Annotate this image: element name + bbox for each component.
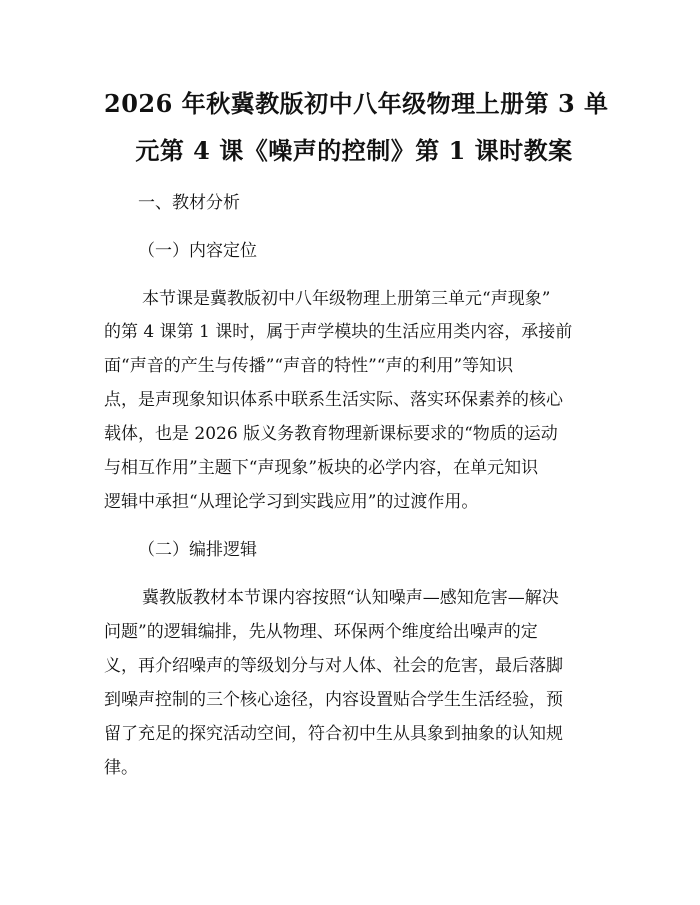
paragraph-line: 逻辑中承担“从理论学习到实践应用”的过渡作用。 [104, 492, 479, 512]
subsection-heading-content-positioning: （一）内容定位 [138, 241, 257, 261]
document-title-line-2: 元第 4 课《噪声的控制》第 1 课时教案 [135, 136, 573, 165]
paragraph-line: 问题”的逻辑编排，先从物理、环保两个维度给出噪声的定 [104, 622, 538, 642]
paragraph-line: 与相互作用”主题下“声现象”板块的必学内容，在单元知识 [104, 458, 539, 478]
section-heading-teaching-material-analysis: 一、教材分析 [138, 193, 240, 213]
paragraph-line: 到噪声控制的三个核心途径，内容设置贴合学生生活经验，预 [104, 690, 563, 710]
paragraph-line: 留了充足的探究活动空间，符合初中生从具象到抽象的认知规 [104, 724, 563, 744]
paragraph-line: 冀教版教材本节课内容按照“认知噪声—感知危害—解决 [142, 588, 559, 608]
paragraph-line: 义，再介绍噪声的等级划分与对人体、社会的危害，最后落脚 [104, 656, 563, 676]
document-title-line-1: 2026 年秋冀教版初中八年级物理上册第 3 单 [104, 89, 609, 118]
paragraph-line: 载体，也是 2026 版义务教育物理新课标要求的“物质的运动 [104, 424, 558, 444]
paragraph-line: 的第 4 课第 1 课时，属于声学模块的生活应用类内容，承接前 [104, 322, 573, 342]
paragraph-line: 点，是声现象知识体系中联系生活实际、落实环保素养的核心 [104, 390, 563, 410]
paragraph-line: 律。 [104, 758, 138, 778]
paragraph-line: 面“声音的产生与传播”“声音的特性”“声的利用”等知识 [104, 356, 514, 376]
paragraph-line: 本节课是冀教版初中八年级物理上册第三单元“声现象” [142, 289, 551, 309]
subsection-heading-arrangement-logic: （二）编排逻辑 [138, 540, 257, 560]
